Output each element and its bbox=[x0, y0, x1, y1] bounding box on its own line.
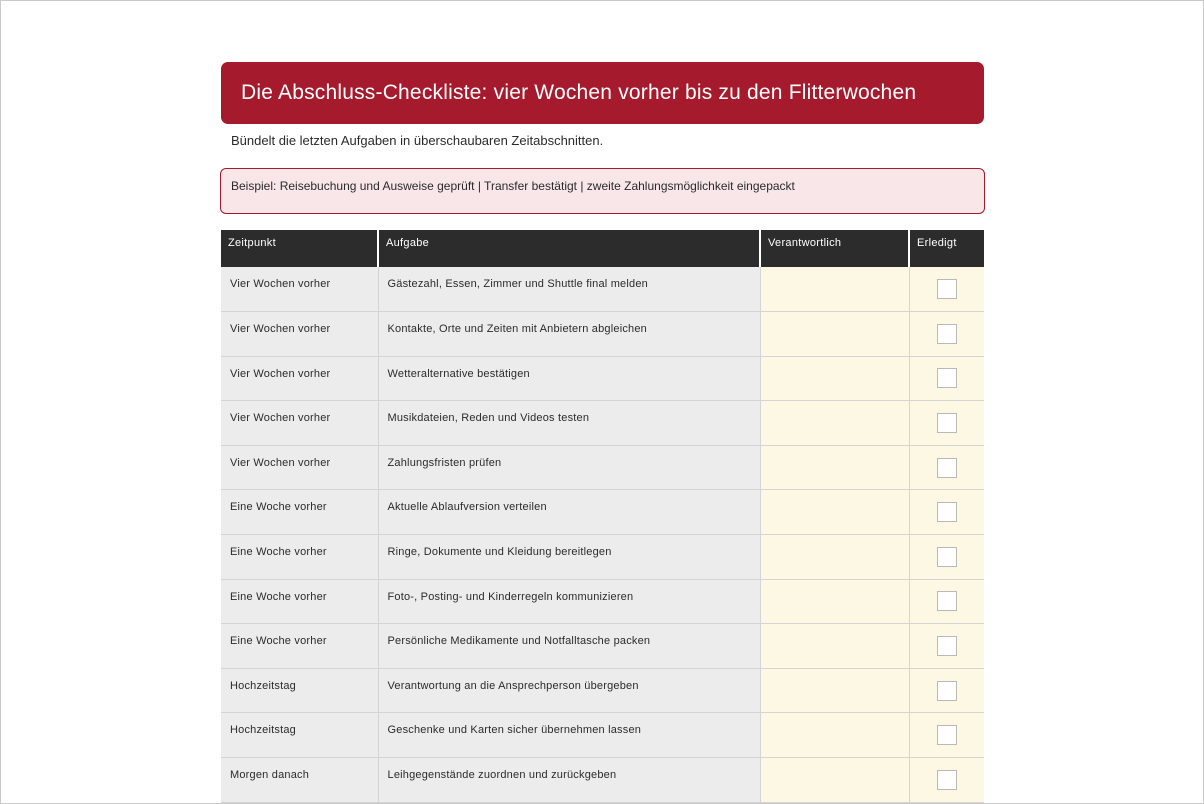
example-callout bbox=[220, 168, 985, 214]
erledigt-cell bbox=[909, 312, 984, 357]
aufgabe-cell: Geschenke und Karten sicher übernehmen lassen bbox=[378, 713, 760, 758]
table-row bbox=[221, 490, 984, 535]
zeitpunkt-cell: Eine Woche vorher bbox=[221, 579, 378, 624]
aufgabe-cell: Wetteralternative bestätigen bbox=[378, 356, 760, 401]
table-row bbox=[221, 624, 984, 669]
erledigt-cell bbox=[909, 668, 984, 713]
title-banner bbox=[221, 62, 984, 124]
erledigt-checkbox[interactable] bbox=[937, 458, 957, 478]
verantwortlich-field[interactable] bbox=[760, 445, 909, 490]
aufgabe-cell: Musikdateien, Reden und Videos testen bbox=[378, 401, 760, 446]
aufgabe-cell: Zahlungsfristen prüfen bbox=[378, 445, 760, 490]
aufgabe-cell: Gästezahl, Essen, Zimmer und Shuttle final melden bbox=[378, 267, 760, 312]
zeitpunkt-cell: Eine Woche vorher bbox=[221, 535, 378, 580]
verantwortlich-field[interactable] bbox=[760, 490, 909, 535]
erledigt-checkbox[interactable] bbox=[937, 681, 957, 701]
verantwortlich-field[interactable] bbox=[760, 401, 909, 446]
zeitpunkt-cell: Hochzeitstag bbox=[221, 668, 378, 713]
erledigt-cell bbox=[909, 445, 984, 490]
verantwortlich-field[interactable] bbox=[760, 356, 909, 401]
aufgabe-cell: Verantwortung an die Ansprechperson übergeben bbox=[378, 668, 760, 713]
erledigt-cell bbox=[909, 535, 984, 580]
zeitpunkt-cell: Eine Woche vorher bbox=[221, 624, 378, 669]
verantwortlich-field[interactable] bbox=[760, 624, 909, 669]
aufgabe-cell: Foto-, Posting- und Kinderregeln kommunizieren bbox=[378, 579, 760, 624]
erledigt-cell bbox=[909, 401, 984, 446]
column-header-verantwortlich: Verantwortlich bbox=[760, 230, 909, 267]
table-row bbox=[221, 758, 984, 803]
zeitpunkt-cell: Morgen danach bbox=[221, 758, 378, 803]
verantwortlich-field[interactable] bbox=[760, 713, 909, 758]
zeitpunkt-cell: Vier Wochen vorher bbox=[221, 312, 378, 357]
erledigt-cell bbox=[909, 490, 984, 535]
aufgabe-cell: Leihgegenstände zuordnen und zurückgeben bbox=[378, 758, 760, 803]
erledigt-checkbox[interactable] bbox=[937, 279, 957, 299]
zeitpunkt-cell: Vier Wochen vorher bbox=[221, 445, 378, 490]
table-header-row bbox=[221, 230, 984, 267]
verantwortlich-field[interactable] bbox=[760, 267, 909, 312]
page-title: Die Abschluss-Checkliste: vier Wochen vorher bis zu den Flitterwochen bbox=[241, 81, 917, 104]
verantwortlich-field[interactable] bbox=[760, 535, 909, 580]
table-row bbox=[221, 579, 984, 624]
erledigt-checkbox[interactable] bbox=[937, 368, 957, 388]
column-header-aufgabe: Aufgabe bbox=[378, 230, 760, 267]
zeitpunkt-cell: Vier Wochen vorher bbox=[221, 401, 378, 446]
table-row bbox=[221, 312, 984, 357]
table-row bbox=[221, 535, 984, 580]
erledigt-checkbox[interactable] bbox=[937, 636, 957, 656]
column-header-erledigt: Erledigt bbox=[909, 230, 984, 267]
erledigt-cell bbox=[909, 758, 984, 803]
table-row bbox=[221, 267, 984, 312]
erledigt-cell bbox=[909, 356, 984, 401]
aufgabe-cell: Aktuelle Ablaufversion verteilen bbox=[378, 490, 760, 535]
erledigt-checkbox[interactable] bbox=[937, 770, 957, 790]
aufgabe-cell: Ringe, Dokumente und Kleidung bereitlegen bbox=[378, 535, 760, 580]
page-subtitle: Bündelt die letzten Aufgaben in überschaubaren Zeitabschnitten. bbox=[231, 133, 604, 148]
erledigt-cell bbox=[909, 624, 984, 669]
aufgabe-cell: Persönliche Medikamente und Notfalltasche packen bbox=[378, 624, 760, 669]
zeitpunkt-cell: Eine Woche vorher bbox=[221, 490, 378, 535]
column-header-zeitpunkt: Zeitpunkt bbox=[221, 230, 378, 267]
table-row bbox=[221, 445, 984, 490]
example-text: Beispiel: Reisebuchung und Ausweise geprüft | Transfer bestätigt | zweite Zahlungsmöglichkeit eingepackt bbox=[231, 179, 795, 193]
zeitpunkt-cell: Hochzeitstag bbox=[221, 713, 378, 758]
aufgabe-cell: Kontakte, Orte und Zeiten mit Anbietern abgleichen bbox=[378, 312, 760, 357]
erledigt-checkbox[interactable] bbox=[937, 725, 957, 745]
erledigt-checkbox[interactable] bbox=[937, 502, 957, 522]
erledigt-cell bbox=[909, 267, 984, 312]
erledigt-checkbox[interactable] bbox=[937, 547, 957, 567]
verantwortlich-field[interactable] bbox=[760, 312, 909, 357]
erledigt-checkbox[interactable] bbox=[937, 413, 957, 433]
table-row bbox=[221, 401, 984, 446]
erledigt-checkbox[interactable] bbox=[937, 591, 957, 611]
zeitpunkt-cell: Vier Wochen vorher bbox=[221, 267, 378, 312]
verantwortlich-field[interactable] bbox=[760, 579, 909, 624]
zeitpunkt-cell: Vier Wochen vorher bbox=[221, 356, 378, 401]
checklist-table bbox=[221, 230, 984, 803]
erledigt-cell bbox=[909, 579, 984, 624]
table-row bbox=[221, 356, 984, 401]
table-row bbox=[221, 713, 984, 758]
verantwortlich-field[interactable] bbox=[760, 758, 909, 803]
erledigt-checkbox[interactable] bbox=[937, 324, 957, 344]
verantwortlich-field[interactable] bbox=[760, 668, 909, 713]
erledigt-cell bbox=[909, 713, 984, 758]
table-row bbox=[221, 668, 984, 713]
